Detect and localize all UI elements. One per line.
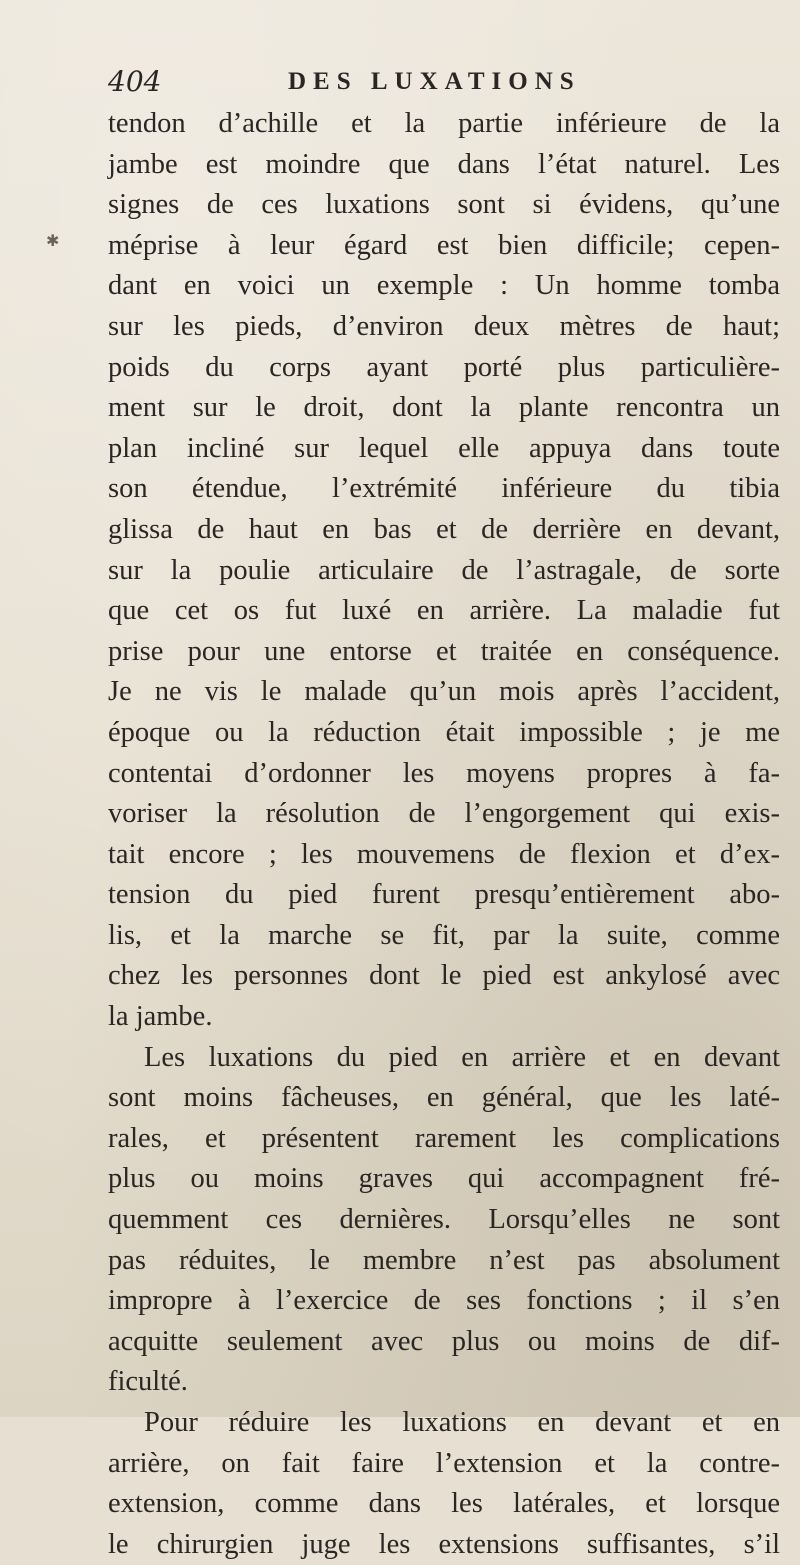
text-line: signes de ces luxations sont si évidens, qu’une [108, 189, 780, 221]
text-line: pas réduites, le membre n’est pas absolument [108, 1244, 780, 1276]
text-line: époque ou la réduction était impossible ; je me [108, 716, 780, 748]
text-line: tension du pied furent presqu’entièrement abo- [108, 879, 780, 911]
text-line: tait encore ; les mouvemens de flexion et d’ex- [108, 838, 780, 870]
text-line: prise pour une entorse et traitée en conséquence. [108, 635, 780, 667]
text-line: quemment ces dernières. Lorsqu’elles ne sont [108, 1204, 780, 1236]
paragraph-end-line: ficulté. [108, 1366, 188, 1398]
page-header [108, 62, 768, 102]
text-line: tendon d’achille et la partie inférieure de la [108, 108, 780, 139]
text-line: sur la poulie articulaire de l’astragale, de sorte [108, 554, 780, 586]
text-line: poids du corps ayant porté plus particulière- [108, 351, 780, 383]
text-line: lis, et la marche se fit, par la suite, comme [108, 919, 780, 951]
text-line: arrière, on fait faire l’extension et la contre- [108, 1447, 780, 1479]
text-line: impropre à l’exercice de ses fonctions ; il s’en [108, 1285, 780, 1317]
text-line: rales, et présentent rarement les complications [108, 1122, 780, 1154]
page-number: 404 [108, 65, 162, 98]
text-line: voriser la résolution de l’engorgement qui exis- [108, 798, 780, 830]
paragraph-first-line: Pour réduire les luxations en devant et en [144, 1407, 780, 1438]
text-line: extension, comme dans les latérales, et lorsque [108, 1488, 780, 1520]
text-line: glissa de haut en bas et de derrière en devant, [108, 513, 780, 545]
text-line: dant en voici un exemple : Un homme tomba [108, 270, 780, 302]
text-line: méprise à leur égard est bien difficile; cepen- [108, 229, 780, 261]
body-text [108, 104, 780, 1565]
text-line: sont moins fâcheuses, en général, que les laté- [108, 1082, 780, 1114]
text-line: que cet os fut luxé en arrière. La maladie fut [108, 595, 780, 627]
running-head: DES LUXATIONS [288, 68, 581, 95]
text-line: ment sur le droit, dont la plante rencontra un [108, 392, 780, 424]
text-line: le chirurgien juge les extensions suffisantes, s’il [108, 1528, 780, 1560]
text-line: contentai d’ordonner les moyens propres à fa- [108, 757, 780, 789]
asterisk-icon: ✱ [46, 231, 60, 250]
text-line: plus ou moins graves qui accompagnent fré- [108, 1163, 780, 1195]
paragraph-first-line: Les luxations du pied en arrière et en devant [144, 1041, 780, 1073]
text-line: chez les personnes dont le pied est ankylosé avec [108, 960, 780, 992]
text-line: son étendue, l’extrémité inférieure du tibia [108, 473, 780, 505]
paragraph-end-line: la jambe. [108, 1001, 213, 1033]
text-line: acquitte seulement avec plus ou moins de dif- [108, 1325, 780, 1357]
text-line: Je ne vis le malade qu’un mois après l’accident, [108, 676, 780, 708]
text-line: plan incliné sur lequel elle appuya dans toute [108, 432, 780, 464]
text-line: sur les pieds, d’environ deux mètres de haut; [108, 310, 780, 342]
text-line: jambe est moindre que dans l’état naturel. Les [108, 148, 780, 180]
